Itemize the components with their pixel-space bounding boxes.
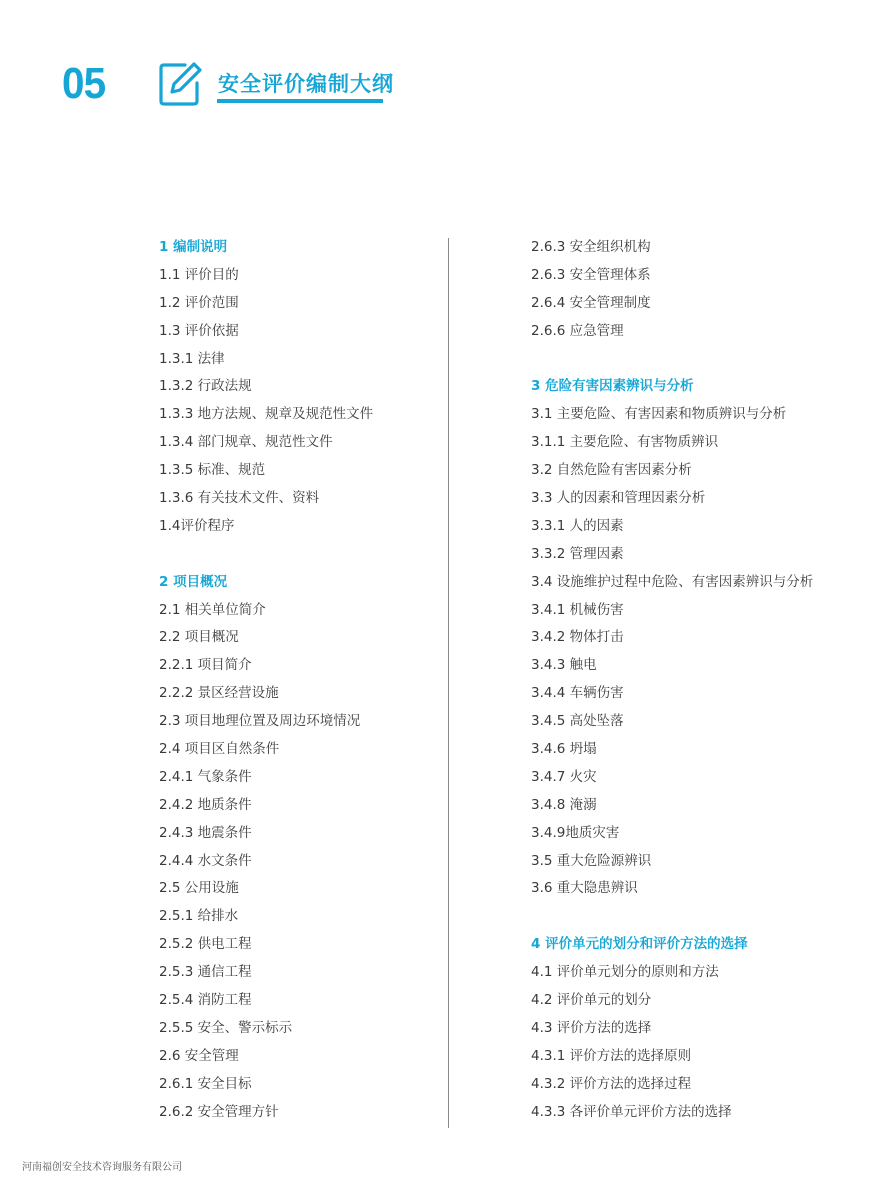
toc-item: 2.6.4 安全管理制度 bbox=[531, 294, 651, 311]
toc-item: 1.3.1 法律 bbox=[159, 350, 225, 367]
toc-item: 3.2 自然危险有害因素分析 bbox=[531, 462, 692, 479]
page-title: 安全评价编制大纲 bbox=[218, 72, 394, 96]
toc-item: 4.3 评价方法的选择 bbox=[531, 1019, 652, 1036]
toc-item: 3.1 主要危险、有害因素和物质辨识与分析 bbox=[531, 406, 787, 423]
toc-item: 1.3.3 地方法规、规章及规范性文件 bbox=[159, 406, 374, 423]
toc-item: 3.6 重大隐患辨识 bbox=[531, 880, 638, 897]
toc-item: 3.4 设施维护过程中危险、有害因素辨识与分析 bbox=[531, 573, 814, 590]
toc-item: 3.4.7 火灾 bbox=[531, 768, 597, 785]
toc-item: 2.2.2 景区经营设施 bbox=[159, 685, 279, 702]
edit-icon bbox=[158, 61, 202, 107]
toc-item: 2.4.2 地质条件 bbox=[159, 796, 252, 813]
toc-item: 2.5.2 供电工程 bbox=[159, 936, 252, 953]
toc-section-heading: 4 评价单元的划分和评价方法的选择 bbox=[531, 936, 748, 953]
toc-item: 2.5.3 通信工程 bbox=[159, 964, 252, 981]
toc-item: 2.6.2 安全管理方针 bbox=[159, 1103, 279, 1120]
toc-item: 3.4.2 物体打击 bbox=[531, 629, 624, 646]
toc-item: 2.4.4 水文条件 bbox=[159, 852, 252, 869]
toc-spacer bbox=[531, 903, 861, 931]
toc-item: 4.2 评价单元的划分 bbox=[531, 992, 652, 1009]
toc-item: 3.4.9地质灾害 bbox=[531, 824, 620, 841]
toc-item: 3.4.5 高处坠落 bbox=[531, 713, 624, 730]
toc-item: 2.5.5 安全、警示标示 bbox=[159, 1019, 293, 1036]
toc-section-heading: 3 危险有害因素辨识与分析 bbox=[531, 378, 694, 395]
toc-item: 3.3 人的因素和管理因素分析 bbox=[531, 490, 706, 507]
toc-item: 2.4.1 气象条件 bbox=[159, 768, 252, 785]
toc-item: 1.3.6 有关技术文件、资料 bbox=[159, 490, 320, 507]
toc-item: 2.6.3 安全管理体系 bbox=[531, 266, 651, 283]
toc-item: 3.4.8 淹溺 bbox=[531, 796, 597, 813]
toc-item: 1.3 评价依据 bbox=[159, 322, 239, 339]
toc-item: 2.4 项目区自然条件 bbox=[159, 741, 280, 758]
toc-item: 3.4.6 坍塌 bbox=[531, 741, 597, 758]
toc-item: 1.1 评价目的 bbox=[159, 266, 239, 283]
toc-item: 2.4.3 地震条件 bbox=[159, 824, 252, 841]
toc-item: 2.5.1 给排水 bbox=[159, 908, 239, 925]
toc-item: 2.1 相关单位简介 bbox=[159, 601, 266, 618]
toc-item: 2.6 安全管理 bbox=[159, 1047, 239, 1064]
toc-spacer bbox=[531, 346, 861, 374]
toc-spacer bbox=[159, 541, 429, 569]
toc-item: 3.3.2 管理因素 bbox=[531, 545, 624, 562]
title-underline bbox=[217, 99, 383, 103]
chapter-number: 05 bbox=[62, 59, 106, 108]
column-divider bbox=[448, 238, 449, 1128]
toc-left-column bbox=[159, 234, 429, 1127]
toc-item: 1.4评价程序 bbox=[159, 517, 235, 534]
toc-item: 4.3.2 评价方法的选择过程 bbox=[531, 1075, 692, 1092]
footer-company: 河南福创安全技术咨询服务有限公司 bbox=[22, 1162, 182, 1173]
toc-section-heading: 1 编制说明 bbox=[159, 239, 228, 255]
toc-item: 1.3.4 部门规章、规范性文件 bbox=[159, 434, 333, 451]
toc-item: 2.6.3 安全组织机构 bbox=[531, 239, 651, 255]
toc-item: 2.5.4 消防工程 bbox=[159, 992, 252, 1009]
toc-item: 3.5 重大危险源辨识 bbox=[531, 852, 652, 869]
toc-item: 3.4.1 机械伤害 bbox=[531, 601, 624, 618]
toc-item: 3.1.1 主要危险、有害物质辨识 bbox=[531, 434, 719, 451]
toc-item: 2.2.1 项目简介 bbox=[159, 657, 252, 674]
toc-item: 3.3.1 人的因素 bbox=[531, 517, 624, 534]
toc-right-column bbox=[531, 234, 861, 1127]
toc-item: 2.2 项目概况 bbox=[159, 629, 239, 646]
toc-item: 2.6.6 应急管理 bbox=[531, 322, 624, 339]
toc-item: 2.6.1 安全目标 bbox=[159, 1075, 252, 1092]
toc-item: 3.4.3 触电 bbox=[531, 657, 597, 674]
toc-item: 1.3.2 行政法规 bbox=[159, 378, 252, 395]
toc-item: 4.3.3 各评价单元评价方法的选择 bbox=[531, 1103, 732, 1120]
toc-item: 1.2 评价范围 bbox=[159, 294, 239, 311]
toc-item: 2.3 项目地理位置及周边环境情况 bbox=[159, 713, 361, 730]
toc-item: 2.5 公用设施 bbox=[159, 880, 239, 897]
toc-item: 4.1 评价单元划分的原则和方法 bbox=[531, 964, 719, 981]
toc-item: 4.3.1 评价方法的选择原则 bbox=[531, 1047, 692, 1064]
toc-item: 3.4.4 车辆伤害 bbox=[531, 685, 624, 702]
toc-section-heading: 2 项目概况 bbox=[159, 573, 228, 590]
toc-item: 1.3.5 标准、规范 bbox=[159, 462, 266, 479]
